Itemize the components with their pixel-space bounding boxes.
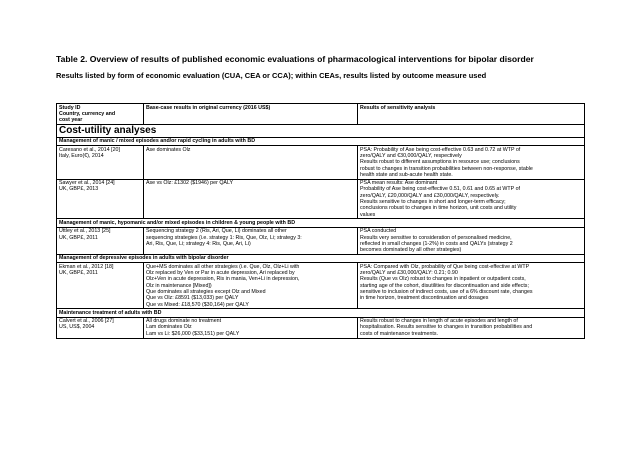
- cell-line: becomes dominated by all other strategies): [360, 247, 462, 254]
- group-heading-row: [57, 309, 585, 317]
- group-heading-row: [57, 219, 585, 227]
- section-row: [57, 124, 585, 137]
- base-case-cell: [144, 179, 358, 219]
- cell-line: Results sensitive to changes in short and longer-term efficacy;: [360, 199, 506, 206]
- cell-line: costs of maintenance treatments.: [360, 330, 439, 337]
- results-table: [56, 103, 585, 339]
- base-case-cell: [144, 317, 358, 338]
- cell-line: robust to changes in transition probabilities between non-response, stable: [360, 165, 533, 172]
- base-case-cell: [144, 263, 358, 309]
- cell-line: sensitive to inclusion of indirect costs, use of a 6% discount rate, changes: [360, 288, 533, 295]
- cell-line: Results very sensitive to consideration of personalised medicine,: [360, 234, 512, 241]
- group-heading: Management of manic, hypomanic and/or mixed episodes in children & young people with BD: [57, 219, 585, 227]
- group-heading-row: [57, 137, 585, 145]
- cell-line: US, US$, 2004: [59, 324, 95, 331]
- sensitivity-cell: [358, 317, 585, 338]
- cell-line: Calvert et al., 2006 [27]: [59, 318, 114, 325]
- cell-line: Lam vs Li: $26,000 ($33,151) per QALY: [146, 330, 240, 337]
- study-cell: [57, 317, 144, 338]
- cell-line: reflected in small changes (1-2%) in costs and QALYs (strategy 2: [360, 240, 513, 247]
- base-case-cell: [144, 227, 358, 254]
- group-heading-row: [57, 254, 585, 262]
- study-cell: [57, 179, 144, 219]
- cell-line: Italy, Euro(€), 2014: [59, 152, 104, 159]
- cell-line: Probability of Ase being cost-effective 0.51, 0.61 and 0.65 at WTP of: [360, 186, 520, 193]
- group-heading: Maintenance treatment of adults with BD: [57, 309, 585, 317]
- cell-line: Results robust to changes in length of acute episodes and length of: [360, 318, 518, 325]
- cell-line: hospitalisation. Results sensitive to changes in transition probabilities and: [360, 324, 533, 331]
- table-body: [57, 124, 585, 338]
- cell-line: Results (Que vs Olz) robust to changes in inpatient or outpatient costs,: [360, 276, 526, 283]
- cell-line: sequencing strategies (i.e. strategy 1: Ris, Que, Olz, Li; strategy 3:: [146, 234, 302, 241]
- study-cell: [57, 227, 144, 254]
- table-row: [57, 146, 585, 179]
- cell-line: PSA conducted: [360, 228, 397, 235]
- cell-line: starting age of the cohort, disutilities for discontinuation and side effects;: [360, 282, 529, 289]
- sensitivity-cell: [358, 227, 585, 254]
- study-cell: [57, 146, 144, 179]
- cell-line: Caresano et al., 2014 [20]: [59, 146, 120, 153]
- group-heading: Management of depressive episodes in adults with bipolar disorder: [57, 254, 585, 262]
- table-title: Table 2. Overview of results of published economic evaluations of pharmacological interventions for bipolar disorder: [56, 54, 534, 64]
- cell-line: Ekman et al., 2012 [18]: [59, 263, 114, 270]
- table-row: [57, 263, 585, 309]
- cell-line: zero/QALY and £30,000/QALY: 0.21; 0.90: [360, 270, 458, 277]
- sensitivity-cell: [358, 146, 585, 179]
- cell-line: PSA: Probability of Ase being cost-effective 0.63 and 0.72 at WTP of: [360, 146, 521, 153]
- header-sensitivity: Results of sensitivity analysis: [358, 104, 585, 125]
- cell-line: Uttley et al., 2013 [25]: [59, 228, 111, 235]
- cell-line: zero/QALY, £20,000/QALY and £30,000/QALY, respectively.: [360, 192, 500, 199]
- cell-line: Ase dominates Olz: [146, 146, 191, 153]
- table-subtitle: Results listed by form of economic evaluation (CUA, CEA or CCA); within CEAs, results listed by outcome measure used: [56, 71, 487, 80]
- sensitivity-cell: [358, 179, 585, 219]
- header-base-case: Base-case results in original currency (2016 US$): [144, 104, 358, 125]
- cell-line: UK, GBP£, 2011: [59, 270, 98, 277]
- table-row: [57, 317, 585, 338]
- cell-line: UK, GBP£, 2013: [59, 186, 99, 193]
- cell-line: Olz in maintenance [Mixed]): [146, 282, 212, 289]
- table-row: [57, 227, 585, 254]
- sensitivity-cell: [358, 263, 585, 309]
- cell-line: Olz+Ven in acute depression, Ris in mania, Ven+Li in depression,: [146, 276, 300, 283]
- cell-line: conclusions robust to changes in time horizon, unit costs and utility: [360, 205, 517, 212]
- cell-line: Ase vs Olz: £1302 ($1946) per QALY: [146, 180, 234, 187]
- section-heading: Cost-utility analyses: [57, 124, 585, 137]
- cell-line: Ari, Ris, Que, Li; strategy 4: Ris, Que, Ari, Li): [146, 240, 251, 247]
- cell-line: PSA mean results: Ase dominant: [360, 180, 438, 187]
- cell-line: PSA: Compared with Olz, probability of Que being cost-effective at WTP: [360, 263, 530, 270]
- cell-line: Results robust to different assumptions in resource use; conclusions: [360, 159, 520, 166]
- cell-line: health state and sub-acute health state.: [360, 171, 453, 178]
- cell-line: values: [360, 211, 376, 218]
- header-row: [57, 104, 585, 125]
- cell-line: Que vs Mixed: £18,570 ($30,164) per QALY: [146, 301, 249, 308]
- cell-line: Sawyer et al., 2014 [24]: [59, 180, 115, 187]
- cell-line: All drugs dominate no treatment: [146, 318, 222, 325]
- cell-line: Que dominates all strategies except Olz and Mixed: [146, 288, 266, 295]
- cell-line: zero/QALY and €30,000/QALY, respectively: [360, 152, 462, 159]
- cell-line: UK, GBP£, 2011: [59, 234, 98, 241]
- group-heading: Management of manic / mixed episodes and/or rapid cycling in adults with BD: [57, 137, 585, 145]
- cell-line: Sequencing strategy 2 (Ris, Ari, Que, Li) dominates all other: [146, 228, 287, 235]
- table-row: [57, 179, 585, 219]
- cell-line: in time horizon, treatment discontinuation and dosages: [360, 295, 489, 302]
- study-cell: [57, 263, 144, 309]
- base-case-cell: [144, 146, 358, 179]
- header-study: Study ID Country, currency and cost year: [57, 104, 144, 125]
- cell-line: Que+MS dominates all other strategies (i.e. Que, Olz, Olz+Li with: [146, 263, 300, 270]
- cell-line: Que vs Olz: £8591 ($13,033) per QALY: [146, 295, 239, 302]
- cell-line: Olz replaced by Ven or Par in acute depression, Ari replaced by: [146, 270, 295, 277]
- cell-line: Lam dominates Olz: [146, 324, 192, 331]
